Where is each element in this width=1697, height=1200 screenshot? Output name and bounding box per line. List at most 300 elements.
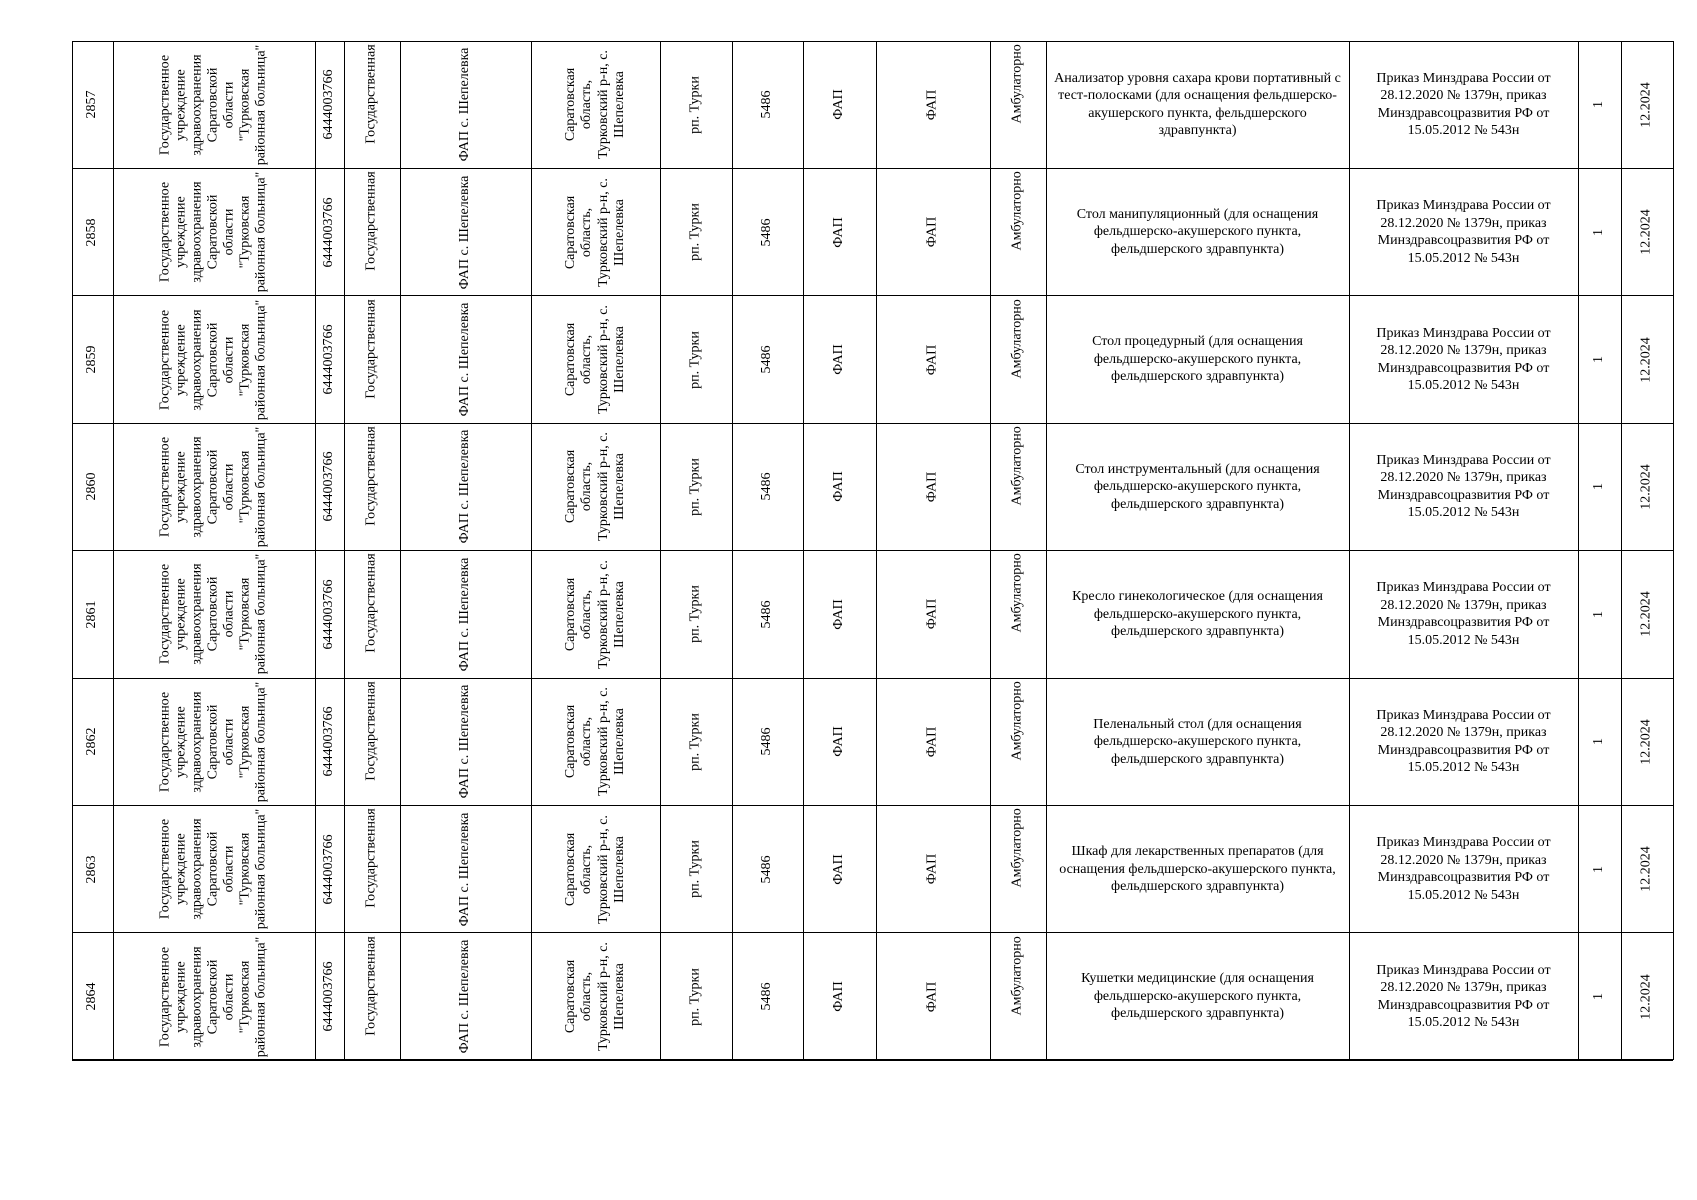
delivery-date-cell <box>1621 296 1673 423</box>
organization-name-text: Государственное учреждение здравоохранения Саратовской области "Турковская районная больница" <box>157 299 270 420</box>
organization-name-cell <box>113 551 315 678</box>
unit-subtype-text: ФАП <box>924 726 940 758</box>
address-text: Саратовская область, Турковский р-н, с. Шепелевка <box>563 814 627 924</box>
unit-subtype-cell <box>876 806 990 933</box>
code-cell <box>732 678 803 805</box>
care-conditions-text: Амбулаторно <box>1009 681 1025 761</box>
address-text: Саратовская область, Турковский р-н, с. Шепелевка <box>563 177 627 287</box>
care-conditions-text: Амбулаторно <box>1009 808 1025 888</box>
row-number-text: 2858 <box>84 218 100 247</box>
table-row <box>72 423 1673 550</box>
inn <box>316 554 343 675</box>
ownership-form-text: Государственная <box>363 298 379 399</box>
code-cell <box>732 296 803 423</box>
legal-basis-cell <box>1349 423 1578 550</box>
row-number-text: 2859 <box>84 345 100 374</box>
ownership-form <box>345 554 399 675</box>
row-number <box>73 426 112 547</box>
care-conditions-cell <box>990 678 1046 805</box>
unit-subtype <box>877 936 989 1057</box>
row-number-cell <box>72 551 113 678</box>
unit-name-text: ФАП с. Шепелевка <box>457 684 473 799</box>
row-number-text: 2860 <box>84 472 100 501</box>
equipment-name: Стол инструментальный (для оснащения фельдшерско-акушерского пункта, фельдшерского здравпункта) <box>1075 461 1320 512</box>
legal-basis-cell <box>1349 41 1578 168</box>
delivery-date-text: 12.2024 <box>1638 209 1654 255</box>
legal-basis: Приказ Минздрава России от 28.12.2020 № 1379н, приказ Минздравсоцразвития РФ от 15.05.2012 № 543н <box>1376 835 1551 903</box>
inn-text: 6444003766 <box>321 579 337 650</box>
organization-name-text: Государственное учреждение здравоохранения Саратовской области "Турковская районная больница" <box>157 44 270 166</box>
care-conditions-text: Амбулаторно <box>1009 171 1025 251</box>
organization-name <box>114 426 314 547</box>
district <box>661 44 731 165</box>
code <box>733 299 802 420</box>
delivery-date <box>1622 554 1672 675</box>
unit-subtype <box>877 809 989 930</box>
inn <box>316 681 343 802</box>
district <box>661 554 731 675</box>
quantity <box>1579 299 1620 420</box>
address-text: Саратовская область, Турковский р-н, с. Шепелевка <box>563 559 627 669</box>
row-number-cell <box>72 423 113 550</box>
district <box>661 681 731 802</box>
ownership-form <box>345 426 399 547</box>
delivery-date-text: 12.2024 <box>1638 719 1654 765</box>
care-conditions <box>991 681 1045 802</box>
quantity-text: 1 <box>1591 483 1607 491</box>
unit-type <box>804 171 875 292</box>
organization-name-cell <box>113 678 315 805</box>
ownership-form-text: Государственная <box>363 553 379 654</box>
unit-subtype <box>877 681 989 802</box>
care-conditions-cell <box>990 423 1046 550</box>
code <box>733 171 802 292</box>
inn <box>316 426 343 547</box>
legal-basis: Приказ Минздрава России от 28.12.2020 № 1379н, приказ Минздравсоцразвития РФ от 15.05.2012 № 543н <box>1376 580 1551 648</box>
district-cell <box>660 806 732 933</box>
organization-name-text: Государственное учреждение здравоохранения Саратовской области "Турковская районная больница" <box>157 426 270 548</box>
unit-type-cell <box>803 551 876 678</box>
unit-type <box>804 426 875 547</box>
legal-basis-cell <box>1349 678 1578 805</box>
equipment-name-cell <box>1046 551 1349 678</box>
delivery-date <box>1622 936 1672 1057</box>
care-conditions-text: Амбулаторно <box>1009 298 1025 379</box>
address <box>532 44 659 165</box>
ownership-form-cell <box>344 41 400 168</box>
unit-name <box>401 171 530 292</box>
unit-subtype-cell <box>876 678 990 805</box>
row-number <box>73 299 112 420</box>
equipment-name-cell <box>1046 168 1349 295</box>
table-row <box>72 806 1673 933</box>
quantity <box>1579 426 1620 547</box>
unit-subtype-text: ФАП <box>924 599 940 630</box>
code-text: 5486 <box>759 218 775 247</box>
care-conditions-text: Амбулаторно <box>1009 43 1025 124</box>
care-conditions <box>991 554 1045 675</box>
organization-name <box>114 171 314 292</box>
code-cell <box>732 551 803 678</box>
organization-name-cell <box>113 168 315 295</box>
quantity-text: 1 <box>1591 738 1607 746</box>
unit-subtype-text: ФАП <box>924 981 940 1012</box>
care-conditions <box>991 44 1045 165</box>
inn-cell <box>315 168 344 295</box>
ownership-form-cell <box>344 806 400 933</box>
legal-basis: Приказ Минздрава России от 28.12.2020 № 1379н, приказ Минздравсоцразвития РФ от 15.05.2012 № 543н <box>1376 70 1551 139</box>
district <box>661 171 731 292</box>
unit-name-cell <box>400 423 531 550</box>
inn <box>316 809 343 930</box>
legal-basis-cell <box>1349 296 1578 423</box>
quantity <box>1579 681 1620 802</box>
ownership-form <box>345 809 399 930</box>
address <box>532 171 659 292</box>
unit-type-cell <box>803 168 876 295</box>
address <box>532 936 659 1057</box>
address <box>532 299 659 420</box>
address-cell <box>531 296 660 423</box>
ownership-form-cell <box>344 296 400 423</box>
delivery-date <box>1622 426 1672 547</box>
district-cell <box>660 678 732 805</box>
unit-name-cell <box>400 168 531 295</box>
unit-subtype-cell <box>876 168 990 295</box>
table-row <box>72 41 1673 168</box>
ownership-form-cell <box>344 168 400 295</box>
row-number <box>73 681 112 802</box>
organization-name <box>114 809 314 930</box>
delivery-date <box>1622 681 1672 802</box>
legal-basis: Приказ Минздрава России от 28.12.2020 № 1379н, приказ Минздравсоцразвития РФ от 15.05.2012 № 543н <box>1376 962 1551 1031</box>
unit-type-text: ФАП <box>831 344 847 375</box>
quantity <box>1579 44 1620 165</box>
care-conditions <box>991 171 1045 292</box>
row-number <box>73 44 112 165</box>
delivery-date-text: 12.2024 <box>1638 81 1654 128</box>
address-text: Саратовская область, Турковский р-н, с. Шепелевка <box>563 432 627 542</box>
ownership-form-cell <box>344 423 400 550</box>
address <box>532 809 659 930</box>
legal-basis-cell <box>1349 551 1578 678</box>
unit-type-text: ФАП <box>831 981 847 1012</box>
inn-cell <box>315 296 344 423</box>
care-conditions-text: Амбулаторно <box>1009 935 1025 1016</box>
quantity <box>1579 171 1620 292</box>
organization-name-cell <box>113 296 315 423</box>
district-text: рп. Турки <box>687 967 703 1026</box>
district-text: рп. Турки <box>687 840 703 899</box>
unit-subtype-cell <box>876 423 990 550</box>
row-number <box>73 809 112 930</box>
unit-name-text: ФАП с. Шепелевка <box>457 47 473 162</box>
quantity-cell <box>1578 933 1621 1060</box>
unit-name-cell <box>400 678 531 805</box>
unit-type-text: ФАП <box>831 726 847 758</box>
quantity-cell <box>1578 806 1621 933</box>
unit-name-text: ФАП с. Шепелевка <box>457 430 473 544</box>
delivery-date <box>1622 809 1672 930</box>
unit-type-cell <box>803 423 876 550</box>
row-number-cell <box>72 168 113 295</box>
address-cell <box>531 41 660 168</box>
inn-text: 6444003766 <box>321 706 337 777</box>
inn-text: 6444003766 <box>321 197 337 268</box>
equipment-name-cell <box>1046 678 1349 805</box>
inn <box>316 299 343 420</box>
care-conditions-text: Амбулаторно <box>1009 426 1025 506</box>
quantity-text: 1 <box>1591 101 1607 109</box>
equipment-name: Кушетки медицинские (для оснащения фельдшерско-акушерского пункта, фельдшерского здравпункта) <box>1081 971 1314 1022</box>
district <box>661 936 731 1057</box>
quantity-cell <box>1578 423 1621 550</box>
equipment-name-cell <box>1046 423 1349 550</box>
row-number-text: 2861 <box>84 600 100 629</box>
ownership-form-text: Государственная <box>363 43 379 144</box>
unit-name-cell <box>400 41 531 168</box>
ownership-form-cell <box>344 551 400 678</box>
ownership-form <box>345 936 399 1057</box>
delivery-date-text: 12.2024 <box>1638 973 1654 1020</box>
unit-subtype <box>877 171 989 292</box>
unit-name-cell <box>400 296 531 423</box>
code-text: 5486 <box>759 727 775 756</box>
delivery-date-text: 12.2024 <box>1638 464 1654 510</box>
unit-subtype-text: ФАП <box>924 344 940 375</box>
equipment-name: Стол процедурный (для оснащения фельдшерско-акушерского пункта, фельдшерского здравпункта) <box>1092 334 1303 385</box>
delivery-date-cell <box>1621 551 1673 678</box>
row-number-cell <box>72 296 113 423</box>
quantity <box>1579 936 1620 1057</box>
ownership-form <box>345 299 399 420</box>
address-text: Саратовская область, Турковский р-н, с. Шепелевка <box>563 942 627 1052</box>
code <box>733 681 802 802</box>
district-text: рп. Турки <box>687 585 703 644</box>
delivery-date-text: 12.2024 <box>1638 591 1654 638</box>
unit-type-cell <box>803 933 876 1060</box>
legal-basis: Приказ Минздрава России от 28.12.2020 № 1379н, приказ Минздравсоцразвития РФ от 15.05.2012 № 543н <box>1376 452 1551 521</box>
unit-name-text: ФАП с. Шепелевка <box>457 302 473 417</box>
organization-name-cell <box>113 41 315 168</box>
unit-subtype <box>877 426 989 547</box>
unit-name-cell <box>400 551 531 678</box>
unit-type <box>804 681 875 802</box>
unit-type-text: ФАП <box>831 471 847 503</box>
care-conditions <box>991 426 1045 547</box>
legal-basis-cell <box>1349 933 1578 1060</box>
unit-name <box>401 44 530 165</box>
organization-name-text: Государственное учреждение здравоохранения Саратовской области "Турковская районная больница" <box>157 171 270 293</box>
delivery-date-text: 12.2024 <box>1638 846 1654 893</box>
inn-text: 6444003766 <box>321 69 337 140</box>
row-number <box>73 936 112 1057</box>
address-cell <box>531 551 660 678</box>
row-number-cell <box>72 41 113 168</box>
unit-type <box>804 809 875 930</box>
code-cell <box>732 806 803 933</box>
district-cell <box>660 41 732 168</box>
care-conditions <box>991 936 1045 1057</box>
address-cell <box>531 678 660 805</box>
unit-subtype <box>877 554 989 675</box>
legal-basis: Приказ Минздрава России от 28.12.2020 № 1379н, приказ Минздравсоцразвития РФ от 15.05.2012 № 543н <box>1376 325 1551 394</box>
row-number-cell <box>72 933 113 1060</box>
unit-type <box>804 936 875 1057</box>
code-text: 5486 <box>759 982 775 1011</box>
address <box>532 554 659 675</box>
code-text: 5486 <box>759 90 775 119</box>
care-conditions-cell <box>990 806 1046 933</box>
inn-cell <box>315 423 344 550</box>
district-cell <box>660 933 732 1060</box>
unit-subtype-text: ФАП <box>924 216 940 248</box>
code-cell <box>732 168 803 295</box>
delivery-date <box>1622 171 1672 292</box>
unit-subtype <box>877 299 989 420</box>
equipment-name: Шкаф для лекарственных препаратов (для оснащения фельдшерско-акушерского пункта, фельдшерского здравпункта) <box>1059 844 1336 894</box>
care-conditions-cell <box>990 168 1046 295</box>
unit-subtype-text: ФАП <box>924 471 940 503</box>
address <box>532 681 659 802</box>
district-text: рп. Турки <box>687 713 703 771</box>
address <box>532 426 659 547</box>
inn-cell <box>315 806 344 933</box>
ownership-form-text: Государственная <box>363 935 379 1036</box>
equipment-name-cell <box>1046 806 1349 933</box>
quantity-cell <box>1578 41 1621 168</box>
quantity <box>1579 809 1620 930</box>
organization-name-cell <box>113 423 315 550</box>
delivery-date <box>1622 44 1672 165</box>
district-text: рп. Турки <box>687 330 703 389</box>
organization-name-text: Государственное учреждение здравоохранения Саратовской области "Турковская районная больница" <box>157 808 270 930</box>
address-cell <box>531 168 660 295</box>
unit-subtype <box>877 44 989 165</box>
district-cell <box>660 296 732 423</box>
row-number-cell <box>72 806 113 933</box>
unit-name <box>401 554 530 675</box>
quantity-cell <box>1578 296 1621 423</box>
unit-name <box>401 299 530 420</box>
quantity-cell <box>1578 168 1621 295</box>
row-number-cell <box>72 678 113 805</box>
legal-basis-cell <box>1349 168 1578 295</box>
table-row <box>72 933 1673 1060</box>
inn <box>316 44 343 165</box>
delivery-date-text: 12.2024 <box>1638 336 1654 383</box>
address-text: Саратовская область, Турковский р-н, с. Шепелевка <box>563 50 627 160</box>
inn-cell <box>315 41 344 168</box>
delivery-date-cell <box>1621 933 1673 1060</box>
care-conditions <box>991 299 1045 420</box>
row-number <box>73 171 112 292</box>
code-cell <box>732 41 803 168</box>
row-number-text: 2863 <box>84 855 100 884</box>
inn-cell <box>315 933 344 1060</box>
address-cell <box>531 423 660 550</box>
unit-name-text: ФАП с. Шепелевка <box>457 175 473 290</box>
code-cell <box>732 933 803 1060</box>
unit-type-cell <box>803 41 876 168</box>
quantity-cell <box>1578 551 1621 678</box>
inn <box>316 171 343 292</box>
unit-name <box>401 809 530 930</box>
ownership-form-text: Государственная <box>363 681 379 781</box>
row-number-text: 2862 <box>84 727 100 756</box>
inn-text: 6444003766 <box>321 834 337 905</box>
code <box>733 936 802 1057</box>
address-text: Саратовская область, Турковский р-н, с. Шепелевка <box>563 687 627 797</box>
district <box>661 809 731 930</box>
quantity-text: 1 <box>1591 865 1607 873</box>
address-text: Саратовская область, Турковский р-н, с. Шепелевка <box>563 305 627 414</box>
unit-type-text: ФАП <box>831 599 847 630</box>
inn-cell <box>315 551 344 678</box>
unit-subtype-cell <box>876 41 990 168</box>
unit-type-cell <box>803 296 876 423</box>
delivery-date-cell <box>1621 41 1673 168</box>
table-row <box>72 296 1673 423</box>
organization-name <box>114 681 314 802</box>
table-row <box>72 551 1673 678</box>
unit-subtype-text: ФАП <box>924 854 940 885</box>
care-conditions <box>991 809 1045 930</box>
organization-name <box>114 936 314 1057</box>
delivery-date-cell <box>1621 423 1673 550</box>
unit-type-cell <box>803 806 876 933</box>
delivery-date-cell <box>1621 806 1673 933</box>
unit-type <box>804 44 875 165</box>
organization-name-cell <box>113 933 315 1060</box>
code <box>733 44 802 165</box>
unit-name <box>401 936 530 1057</box>
inn-text: 6444003766 <box>321 324 337 395</box>
unit-subtype-cell <box>876 551 990 678</box>
equipment-name: Пеленальный стол (для оснащения фельдшерско-акушерского пункта, фельдшерского здравпункта) <box>1093 716 1302 767</box>
district-cell <box>660 551 732 678</box>
table-row <box>72 168 1673 295</box>
ownership-form <box>345 44 399 165</box>
district <box>661 299 731 420</box>
table-row <box>72 678 1673 805</box>
unit-type-text: ФАП <box>831 89 847 120</box>
ownership-form <box>345 171 399 292</box>
ownership-form-text: Государственная <box>363 426 379 526</box>
code-text: 5486 <box>759 600 775 629</box>
equipment-name: Анализатор уровня сахара крови портативный с тест-полосками (для оснащения фельдшерско-акушерского пункта, фельдшерского здравпункта) <box>1054 70 1341 139</box>
unit-type <box>804 299 875 420</box>
care-conditions-cell <box>990 551 1046 678</box>
ownership-form <box>345 681 399 802</box>
code <box>733 809 802 930</box>
district-text: рп. Турки <box>687 458 703 516</box>
organization-name-text: Государственное учреждение здравоохранения Саратовской области "Турковская районная больница" <box>157 554 270 675</box>
unit-name-text: ФАП с. Шепелевка <box>457 557 473 672</box>
quantity-text: 1 <box>1591 356 1607 364</box>
unit-name-text: ФАП с. Шепелевка <box>457 939 473 1054</box>
ownership-form-cell <box>344 678 400 805</box>
unit-type-text: ФАП <box>831 216 847 248</box>
ownership-form-text: Государственная <box>363 171 379 271</box>
district-text: рп. Турки <box>687 203 703 261</box>
unit-type-cell <box>803 678 876 805</box>
inn <box>316 936 343 1057</box>
unit-subtype-cell <box>876 296 990 423</box>
legal-basis: Приказ Минздрава России от 28.12.2020 № 1379н, приказ Минздравсоцразвития РФ от 15.05.2012 № 543н <box>1376 198 1551 266</box>
row-number-text: 2864 <box>84 982 100 1011</box>
unit-name-cell <box>400 933 531 1060</box>
